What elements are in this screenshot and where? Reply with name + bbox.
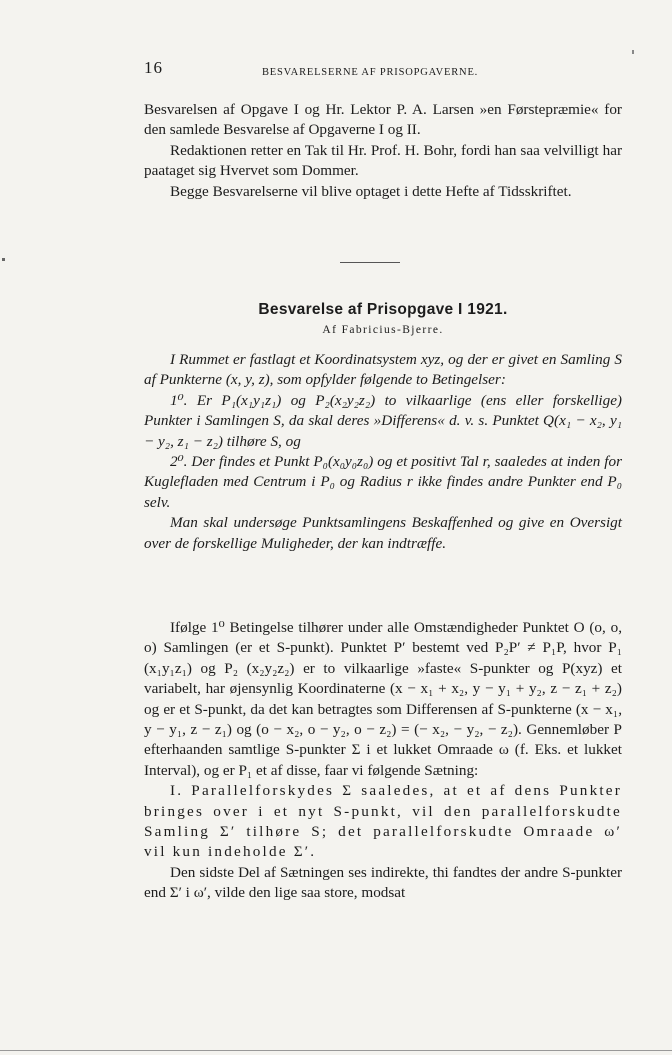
intro-text [144,100,622,202]
intro-paragraph-2: Redaktionen retter en Tak til Hr. Prof. H. Bohr, fordi han saa velvilligt har paataget sig Hvervet som Dommer. [144,141,622,180]
section-divider [340,262,400,263]
problem-condition-2: 2⁰. Der findes et Punkt P₀(x₀y₀z₀) og et positivt Tal r, saaledes at inden for Kuglefladen med Centrum i P₀ og Radius r ikke findes andre Punkter end P₀ selv. [144,453,622,511]
page-bottom-edge [0,1050,672,1051]
solution-text [144,618,622,904]
problem-condition-1: 1⁰. Er P₁(x₁y₁z₁) og P₂(x₂y₂z₂) to vilkaarlige (ens eller forskellige) Punkter i Samlingen S, da skal deres »Differens« d. v. s. Punktet Q(x₁ − x₂, y₁ − y₂, z₁ − z₂) tilhøre S, og [144,391,622,450]
solution-theorem-1: I. Parallelforskydes Σ saaledes, at et af dens Punkter bringes over i et nyt S-punkt, vil den parallelforskudte Samling Σ′ tilhøre S; det parallelforskudte Omraade ω′ vil kun indeholde Σ′. [144,782,622,861]
solution-paragraph-2: Den sidste Del af Sætningen ses indirekte, thi fandtes der andre S-punkter end Σ′ i ω′, vilde den lige saa store, modsat [144,863,622,902]
section-author: Af Fabricius-Bjerre. [322,324,444,336]
running-title: BESVARELSERNE AF PRISOPGAVERNE. [262,67,479,78]
intro-paragraph-3: Begge Besvarelserne vil blive optaget i dette Hefte af Tidsskriftet. [170,182,572,200]
problem-task: Man skal undersøge Punktsamlingens Beskaffenhed og give en Oversigt over de forskellige Muligheder, der kan indtræffe. [144,514,622,552]
edge-mark [632,50,634,54]
edge-mark [2,258,5,261]
solution-paragraph-1: Ifølge 1⁰ Betingelse tilhører under alle Omstændigheder Punktet O (o, o, o) Samlingen (er et S-punkt). Punktet P′ bestemt ved P₂P′ ≠ P₁P, hvor P₁ (x₁y₁z₁) og P₂ (x₂y₂z₂) er to vilkaarlige »faste« S-punkter og P(xyz) et variabelt, har øjensynlig Koordinaterne (x − x₁ + x₂, y − y₁ + y₂, z − z₁ + z₂) og er et S-punkt, da det kan betragtes som Differensen af S-punkterne (x − x₁, y − y₁, z − z₁) og (o − x₂, o − y₂, o − z₂) = (− x₂, − y₂, − z₂). Gennemløber P efterhaanden samtlige S-punkter Σ i et lukket Omraade ω (f. Eks. et lukket Interval), og er P₁ et af disse, faar vi følgende Sætning: [144,619,622,779]
page-number: 16 [144,58,163,77]
problem-statement [144,350,622,554]
section-title: Besvarelse af Prisopgave I 1921. [258,301,508,318]
problem-paragraph-1: I Rummet er fastlagt et Koordinatsystem xyz, og der er givet en Samling S af Punkterne (x, y, z), som opfylder følgende to Betingelser: [144,351,622,389]
intro-paragraph-1: Besvarelsen af Opgave I og Hr. Lektor P. A. Larsen »en Førstepræmie« for den samlede Besvarelse af Opgaverne I og II. [144,101,622,139]
